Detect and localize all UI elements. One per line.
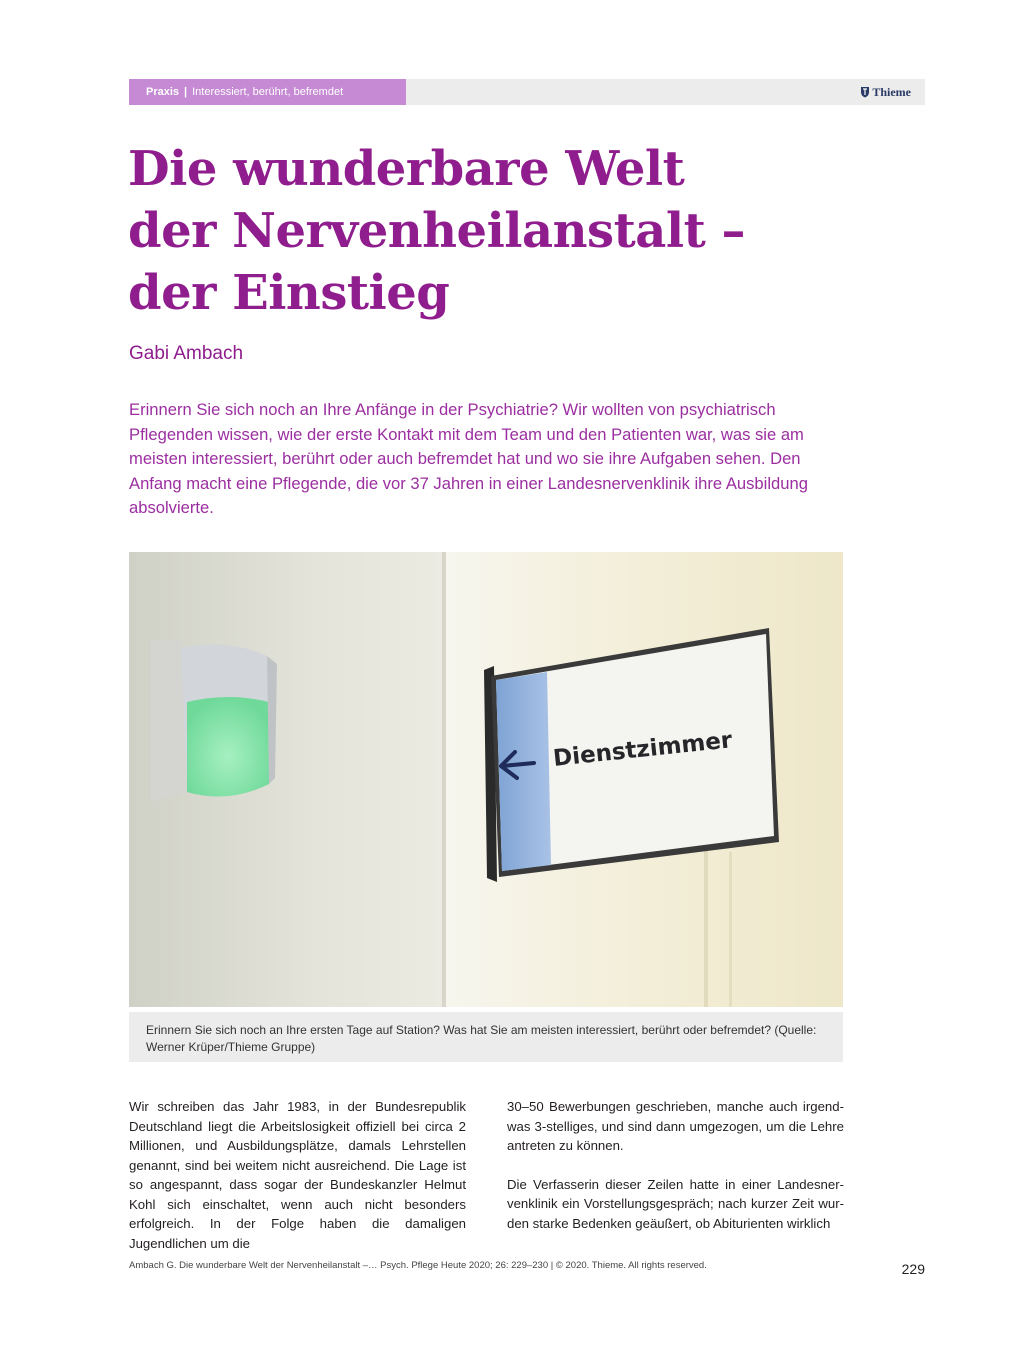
article-title — [128, 138, 888, 324]
section-name: Praxis — [146, 86, 180, 98]
author-name: Gabi Ambach — [129, 343, 244, 364]
lead-paragraph: Erinnern Sie sich noch an Ihre Anfänge in der Psychiatrie? Wir wollten von psychiatrisch Pflegenden wissen, wie der erste Kontakt mit dem Team und den Patienten war, was sie am meisten interessiert, berührt oder auch befremdet hat und wo sie ihre Aufgaben sehen. Den Anfang macht eine Pflegende, die vor 37 Jahren in einer Landesnervenklinik ihre Ausbildung absolvierte. — [129, 400, 808, 517]
thieme-logo-icon — [860, 86, 870, 98]
title-line: der Nervenheilanstalt – — [128, 203, 745, 259]
title-line: der Einstieg — [128, 265, 450, 321]
body-column-left — [129, 1097, 466, 1253]
figure-caption: Erinnern Sie sich noch an Ihre ersten Tage auf Station? Was hat Sie am meisten interessiert, berührt oder befremdet? (Quelle: Werner Krüper/Thieme Gruppe) — [129, 1012, 843, 1062]
running-header — [129, 79, 925, 105]
body-paragraph: Die Verfasserin dieser Zeilen hatte in einer Landesnervenklinik ein Vorstellungsgespräch; nach kurzer Zeit wurden starke Bedenken geäußert, ob Abiturienten wirklich — [507, 1176, 844, 1231]
photo-illustration — [129, 552, 843, 1007]
page-number: 229 — [901, 1261, 925, 1277]
subsection-name: Interessiert, berührt, befremdet — [192, 86, 344, 98]
section-label — [129, 79, 406, 105]
publisher-name: Thieme — [872, 85, 911, 99]
citation-footer: Ambach G. Die wunderbare Welt der Nervenheilanstalt –… Psych. Pflege Heute 2020; 26: 229–230 | © 2020. Thieme. All rights reserved. — [129, 1260, 707, 1271]
body-paragraph: 30–50 Bewerbungen geschrieben, manche auch irgendwas 3-stelliges, und sind dann umgezogen, um die Lehre antreten zu können. — [507, 1099, 844, 1153]
article-photo — [129, 552, 843, 1007]
publisher-logo — [860, 79, 911, 105]
section-separator: | — [184, 86, 188, 98]
body-paragraph: Wir schreiben das Jahr 1983, in der Bundesrepublik Deutschland liegt die Arbeitslosigkeit offiziell bei circa 2 Millionen, und Ausbildungsplätze, damals Lehrstellen genannt, sind bei weitem nicht ausreichend. Die Lage ist so angespannt, dass sogar der Bundeskanzler Helmut Kohl sich einschaltet, wenn auch nicht besonders erfolgreich. In der Folge haben die damaligen Jugendlichen um die — [129, 1099, 466, 1251]
body-column-right — [507, 1097, 844, 1233]
title-line: Die wunderbare Welt — [128, 141, 685, 197]
sign-text: Dienstzimmer — [551, 727, 734, 772]
